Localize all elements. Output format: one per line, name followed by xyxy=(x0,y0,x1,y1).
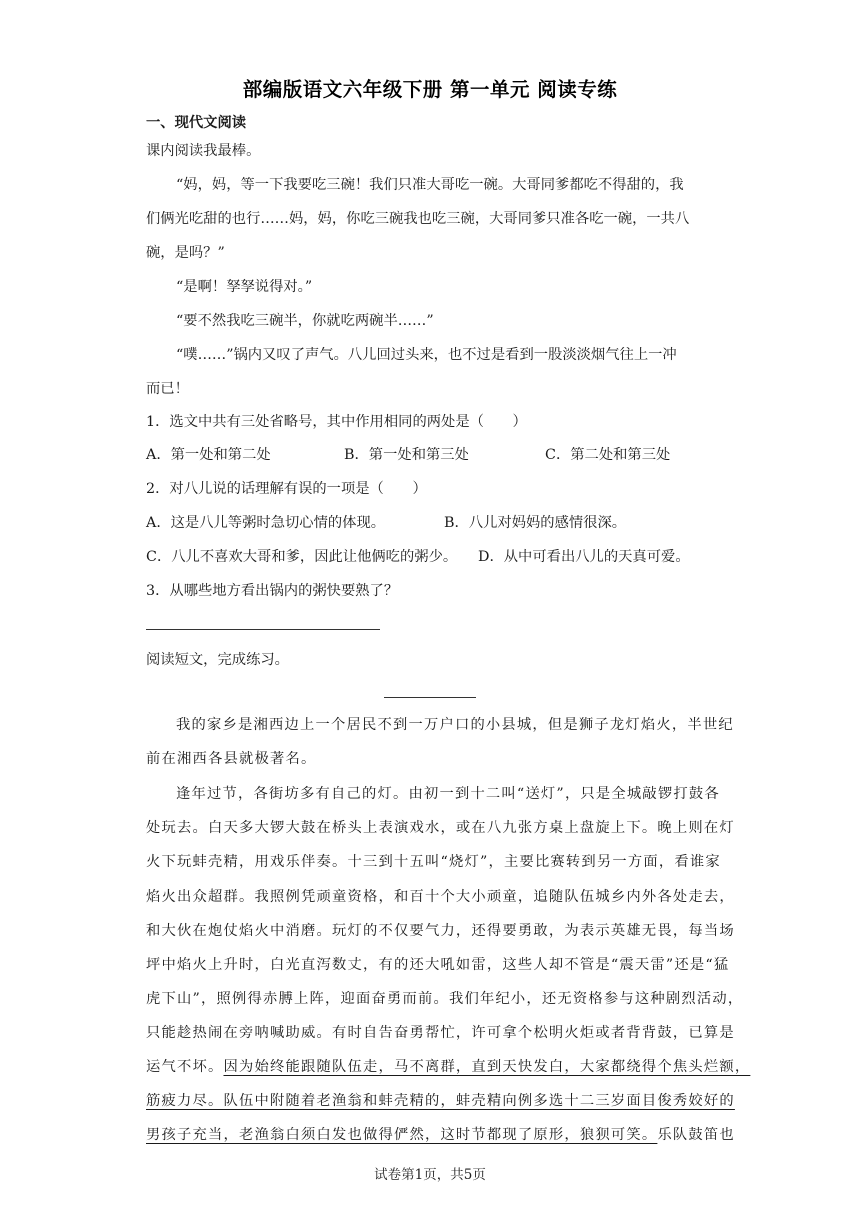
reading-intro-2: 阅读短文，完成练习。 xyxy=(146,652,289,668)
option-c: C．第二处和第三处 xyxy=(545,447,671,463)
passage2-line: 和大伙在炮仗焰火中消磨。玩灯的不仅要气力，还得要勇敢，为表示英雄无畏，每当场 xyxy=(146,923,735,939)
passage2-line xyxy=(146,1125,735,1145)
option-c: C．八儿不喜欢大哥和爹，因此让他俩吃的粥少。 xyxy=(146,549,458,565)
option-d: D．从中可看出八儿的天真可爱。 xyxy=(478,549,690,565)
passage1-line: “噗……”锅内又叹了声气。八儿回过头来，也不过是看到一股淡淡烟气往上一冲 xyxy=(176,347,677,363)
question-3: 3．从哪些地方看出锅内的粥快要熟了？ xyxy=(146,583,399,599)
passage1-line: 碗，是吗？” xyxy=(146,245,225,261)
option-a: A．第一处和第二处 xyxy=(146,447,271,463)
passage2-line: 前在湘西各县就极著名。 xyxy=(146,751,317,767)
passage2-line xyxy=(146,1091,735,1111)
passage2-text: 乐队鼓笛也 xyxy=(657,1127,735,1143)
page-title: 部编版语文六年级下册 第一单元 阅读专练 xyxy=(242,78,618,101)
option-b: B．八儿对妈妈的感情很深。 xyxy=(444,515,627,531)
question-1: 1．选文中共有三处省略号，其中作用相同的两处是（ ） xyxy=(146,414,527,430)
answer-blank-line xyxy=(146,629,380,630)
passage1-line: “要不然我吃三碗半，你就吃两碗半……” xyxy=(176,313,434,329)
option-a: A．这是八儿等粥时急切心情的体现。 xyxy=(146,515,386,531)
passage1-line: 而已！ xyxy=(146,381,189,397)
underlined-sentence: 队伍中附随着老渔翁和蚌壳精的，蚌壳精向例多选十二三岁面目俊秀姣好的 xyxy=(223,1093,735,1109)
underlined-sentence: 男孩子充当，老渔翁白须白发也做得俨然，这时节都现了原形，狼狈可笑。 xyxy=(146,1127,658,1143)
passage2-line: 火下玩蚌壳精，用戏乐伴奏。十三到十五叫“烧灯”，主要比赛转到另一方面，看谁家 xyxy=(146,854,721,870)
page-footer: 试卷第1页，共5页 xyxy=(374,1167,486,1183)
underlined-sentence: 因为始终能跟随队伍走，马不离群，直到天快发白，大家都绕得个焦头烂额， xyxy=(223,1059,751,1075)
passage2-line xyxy=(146,1057,750,1077)
passage-title-blank xyxy=(384,697,476,698)
passage1-line: “妈，妈，等一下我要吃三碗！我们只准大哥吃一碗。大哥同爹都吃不得甜的，我 xyxy=(176,177,684,193)
underlined-sentence: 筋疲力尽。 xyxy=(146,1093,224,1109)
passage2-line: 只能趁热闹在旁呐喊助威。有时自告奋勇帮忙，许可拿个松明火炬或者背背鼓，已算是 xyxy=(146,1025,735,1041)
passage2-line: 虎下山”，照例得赤膊上阵，迎面奋勇而前。我们年纪小，还无资格参与这种剧烈活动， xyxy=(146,991,744,1007)
passage1-line: 们俩光吃甜的也行……妈，妈，你吃三碗我也吃三碗，大哥同爹只准各吃一碗，一共八 xyxy=(146,211,690,227)
option-b: B．第一处和第三处 xyxy=(344,447,469,463)
passage2-text: 运气不坏。 xyxy=(146,1059,224,1075)
passage2-line: 我的家乡是湘西边上一个居民不到一万户口的小县城，但是狮子龙灯焰火，半世纪 xyxy=(176,717,734,733)
passage2-line: 逢年过节，各街坊多有自己的灯。由初一到十二叫“送灯”，只是全城敲锣打鼓各 xyxy=(176,786,720,802)
section-heading: 一、现代文阅读 xyxy=(146,115,247,131)
reading-intro: 课内阅读我最棒。 xyxy=(146,143,261,159)
passage2-line: 焰火出众超群。我照例凭顽童资格，和百十个大小顽童，追随队伍城乡内外各处走去， xyxy=(146,889,735,905)
passage2-line: 处玩去。白天多大锣大鼓在桥头上表演戏水，或在八九张方桌上盘旋上下。晚上则在灯 xyxy=(146,820,735,836)
passage2-line: 坪中焰火上升时，白光直泻数丈，有的还大吼如雷，这些人却不管是“震天雷”还是“猛 xyxy=(146,957,730,973)
question-2: 2．对八儿说的话理解有误的一项是（ ） xyxy=(146,481,427,497)
passage1-line: “是啊！孥孥说得对。” xyxy=(176,279,313,295)
